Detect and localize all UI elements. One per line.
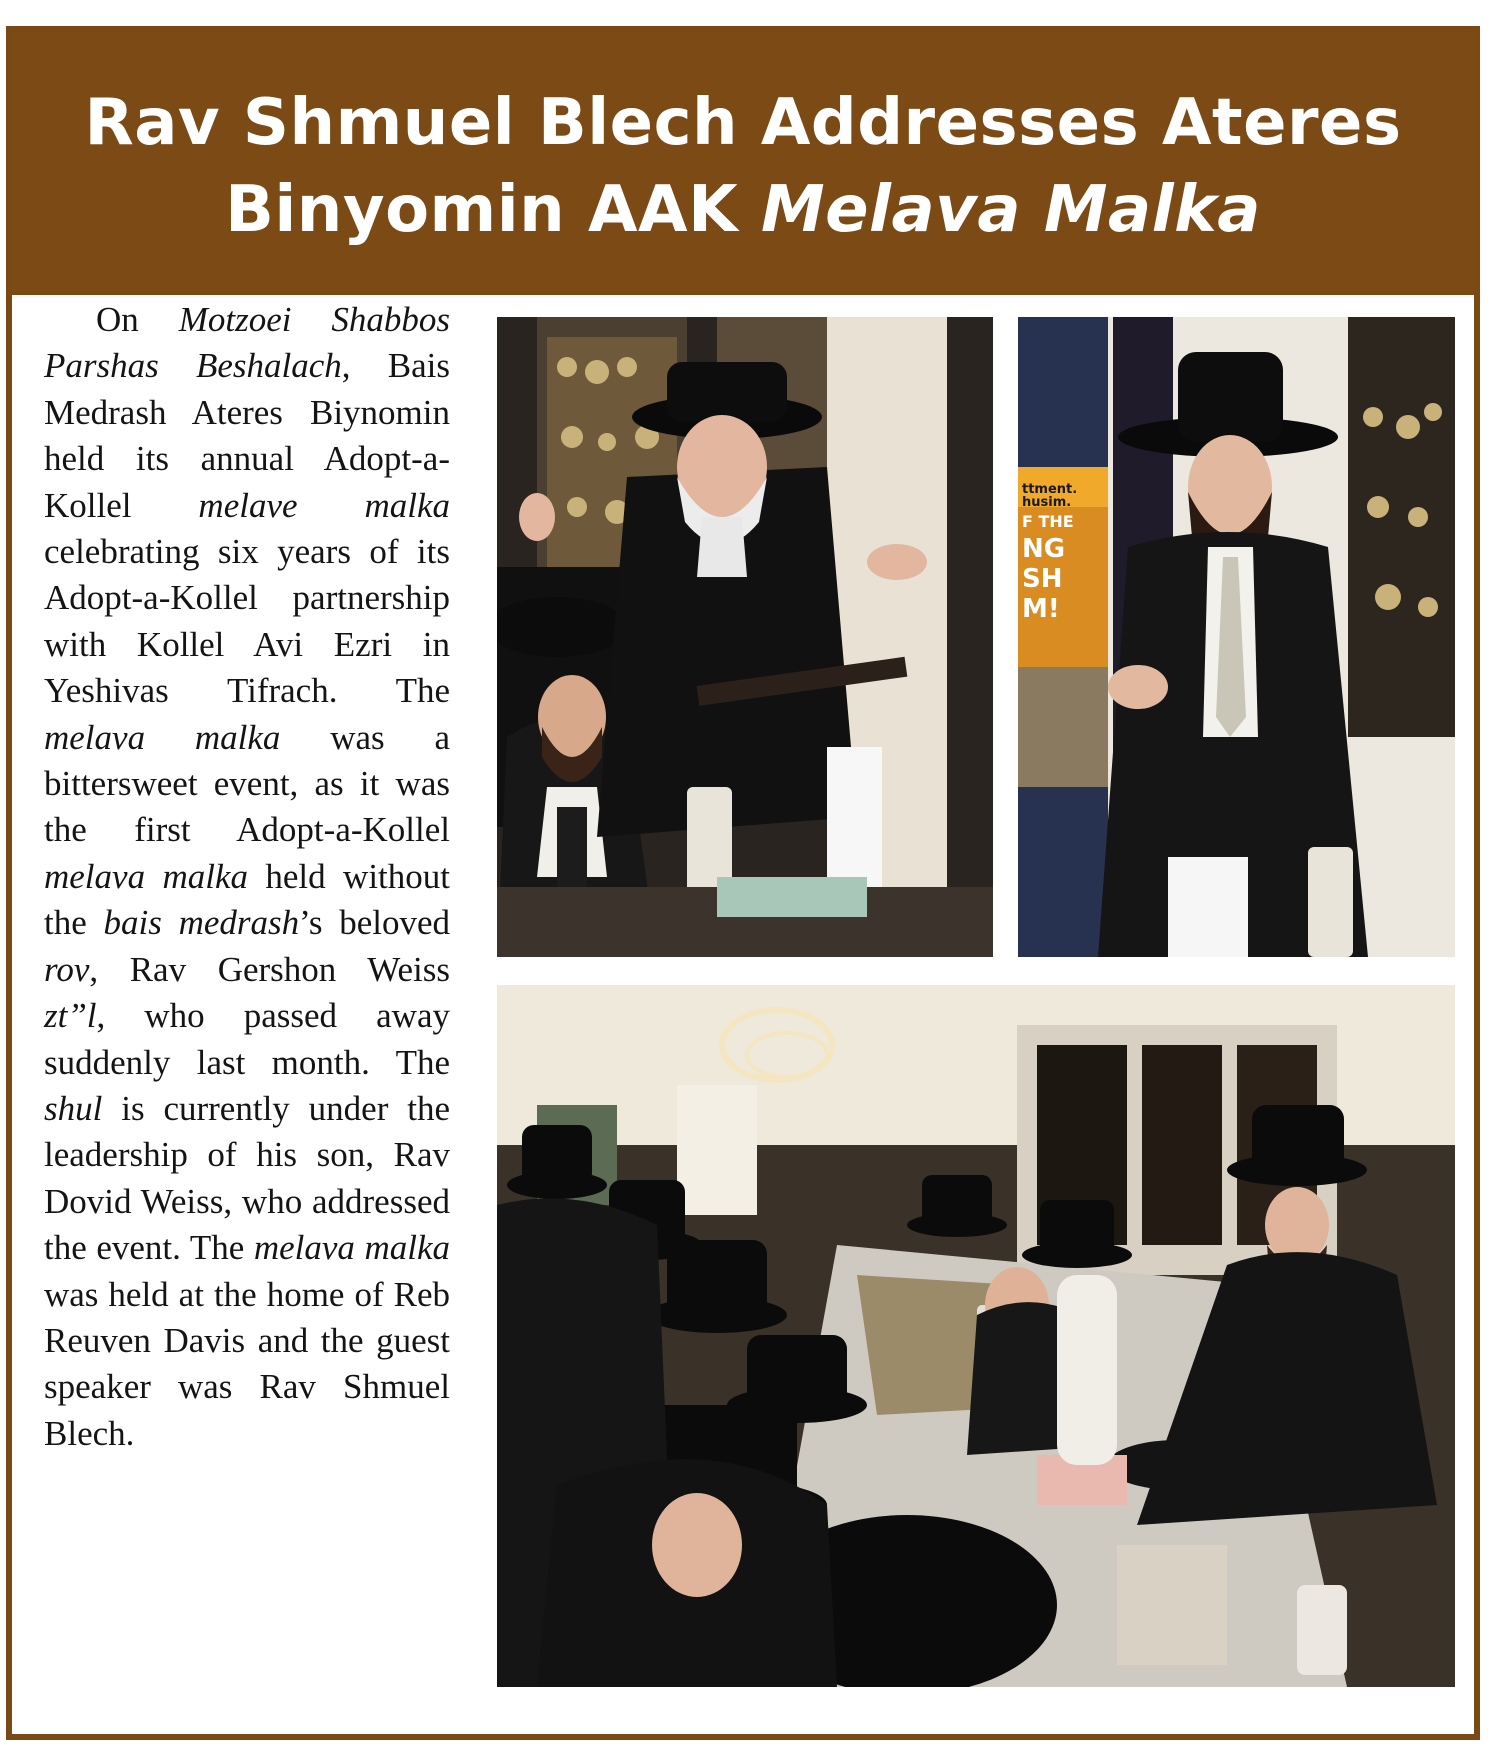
headline-banner (12, 32, 1474, 295)
text-run: , Bais Medrash Ateres Biynomin held its annual Adopt-a-Kollel (44, 346, 450, 525)
banner-line: M! (1022, 594, 1060, 624)
italic-run: bais medrash (103, 903, 300, 943)
banner-line: SH (1022, 564, 1063, 594)
text-run: is currently under the leadership of his son, Rav Dovid Weiss, who addressed the event. The (44, 1088, 450, 1268)
banner-line: ttment. (1022, 482, 1078, 497)
headline-italic: Melava Malka (760, 173, 1261, 247)
photo-speaker-illustration-2 (1018, 317, 1455, 957)
text-run: ’s beloved (299, 903, 451, 943)
photo-speaker-rav-weiss (1018, 317, 1455, 957)
italic-run: rov (44, 949, 90, 989)
article-body (44, 297, 450, 1457)
italic-run: melava malka (253, 1228, 450, 1268)
photo-speaker-illustration (497, 317, 993, 957)
photo-guests-at-table (497, 985, 1455, 1687)
banner-line: NG (1022, 534, 1066, 564)
text-run: celebrating six years of its Adopt-a-Kollel partnership with Kollel Avi Ezri in Yeshivas Tifrach. The (44, 532, 450, 711)
headline-plain: Binyomin AAK (225, 173, 761, 247)
article-paragraph (44, 297, 450, 1457)
italic-run: melave malka (198, 485, 450, 525)
photo-guests-illustration (497, 985, 1455, 1687)
text-run: held without the (44, 856, 450, 943)
text-run: On (96, 300, 179, 339)
text-run: , Rav Gershon Weiss (89, 949, 450, 989)
italic-run: zt”l (44, 996, 97, 1036)
headline-line-2 (12, 167, 1474, 254)
text-run: was a bittersweet event, as it was the first Adopt-a-Kollel (44, 717, 451, 850)
banner-line: husim. (1022, 495, 1072, 510)
italic-run: melava malka (44, 717, 281, 757)
text-run: was held at the home of Reb Reuven Davis and the guest speaker was Rav Shmuel Blech. (44, 1274, 450, 1453)
italic-run: shul (44, 1088, 103, 1128)
headline-line-1: Rav Shmuel Blech Addresses Ateres (84, 86, 1402, 160)
italic-run: Motzoei Shabbos Parshas Beshalach (44, 300, 450, 386)
banner-line: F THE (1022, 512, 1074, 531)
text-run: , who passed away suddenly last month. The (44, 996, 450, 1082)
photo-speaker-rav-blech (497, 317, 993, 957)
italic-run: melava malka (44, 856, 248, 896)
